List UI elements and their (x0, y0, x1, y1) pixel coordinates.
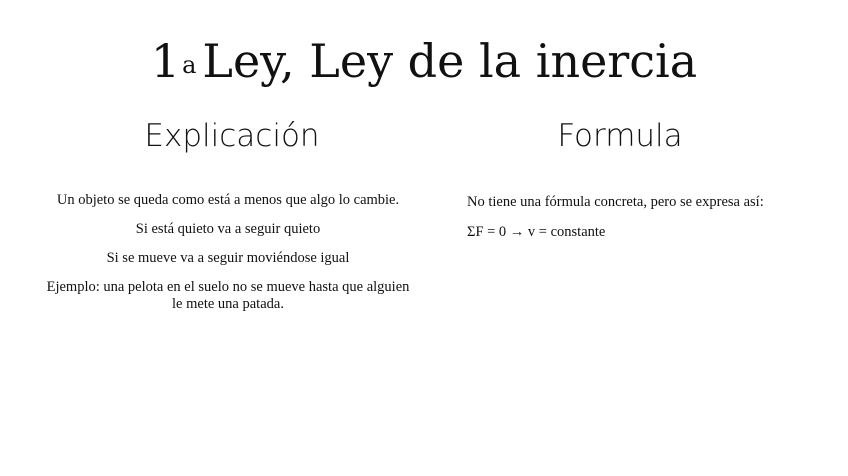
explanation-heading: Explicación (144, 118, 320, 154)
explanation-example: Ejemplo: una pelota en el suelo no se mueve hasta que alguien le mete una patada. (46, 279, 410, 312)
formula-intro: No tiene una fórmula concreta, pero se expresa así: (467, 194, 764, 210)
explanation-paragraph: Si está quieto va a seguir quieto (135, 221, 321, 237)
explanation-paragraph: Un objeto se queda como está a menos que algo lo cambie. (56, 192, 400, 208)
title-number: 1 (150, 34, 181, 88)
title-superscript: a (182, 51, 197, 79)
formula-heading: Formula (557, 118, 683, 154)
formula-body (467, 194, 827, 254)
slide-title (0, 30, 848, 92)
explanation-paragraph: Si se mueve va a seguir moviéndose igual (106, 250, 350, 266)
explanation-body (40, 192, 416, 325)
formula-expression: ΣF = 0 → v = constante (467, 224, 606, 240)
title-text: Ley, Ley de la inercia (202, 34, 698, 88)
